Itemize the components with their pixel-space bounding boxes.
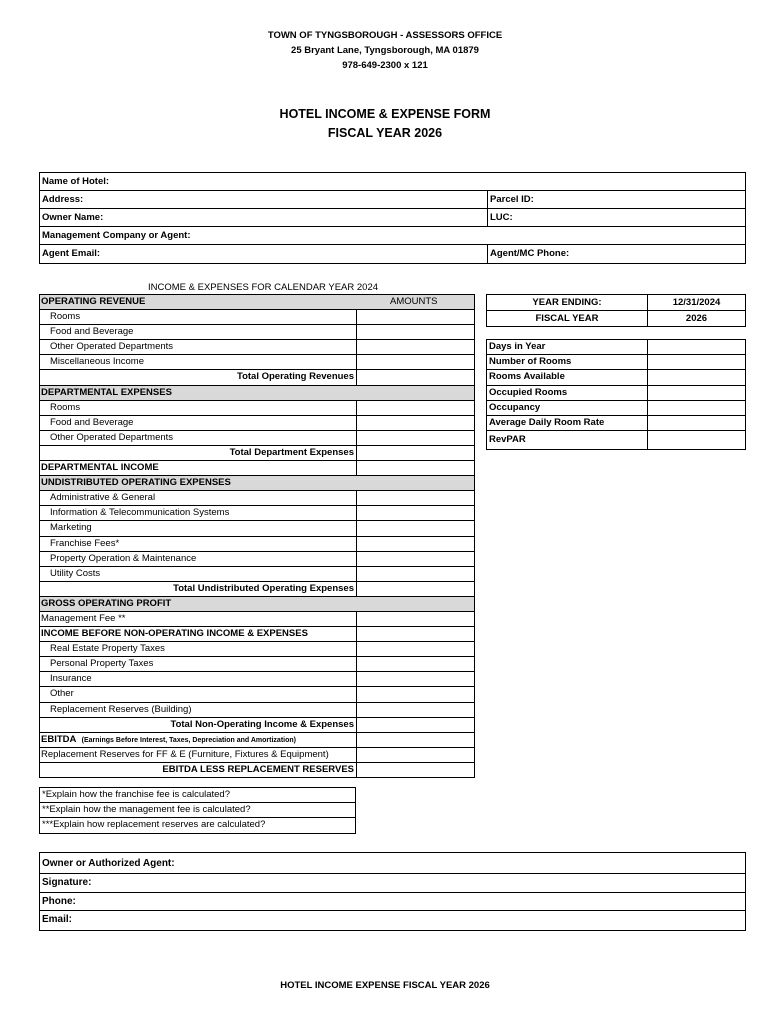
email-field[interactable]: Email: <box>42 914 73 925</box>
row-label <box>40 461 356 475</box>
stats-value-input[interactable] <box>647 401 745 415</box>
stats-label: Occupancy <box>489 401 541 413</box>
amount-input[interactable] <box>356 703 474 717</box>
table-row <box>40 657 474 672</box>
row-label-text: INCOME BEFORE NON-OPERATING INCOME & EXPENSES <box>41 628 308 640</box>
row-label <box>40 416 356 430</box>
row-label <box>40 627 356 641</box>
stats-label: Average Daily Room Rate <box>489 416 605 428</box>
table-row <box>40 461 474 476</box>
table-row <box>40 567 474 582</box>
row-label <box>40 552 356 566</box>
fiscal-year-value: 2026 <box>647 311 745 327</box>
fiscal-year-label: FISCAL YEAR <box>535 312 599 324</box>
row-label-text: Other Operated Departments <box>50 431 174 443</box>
row-label-text: Food and Beverage <box>50 416 134 428</box>
table-row <box>40 506 474 521</box>
hotel-name-label: Name of Hotel: <box>42 176 110 187</box>
year-box <box>486 294 746 327</box>
table-row <box>40 537 474 552</box>
amount-input[interactable] <box>356 612 474 626</box>
stats-row <box>487 431 745 450</box>
row-label-text: Total Department Expenses <box>229 446 354 458</box>
parcel-id-field[interactable]: Parcel ID: <box>487 191 745 208</box>
amount-input[interactable] <box>356 416 474 430</box>
office-address: 25 Bryant Lane, Tyngsborough, MA 01879 <box>291 45 479 56</box>
stats-value-input[interactable] <box>647 431 745 449</box>
table-row <box>40 552 474 567</box>
row-label <box>40 295 356 309</box>
amount-input[interactable] <box>356 355 474 369</box>
stats-value-input[interactable] <box>647 370 745 384</box>
row-label <box>40 718 356 732</box>
table-row <box>40 597 474 612</box>
row-label-text: Administrative & General <box>50 492 156 504</box>
row-label-text: EBITDA LESS REPLACEMENT RESERVES <box>162 763 354 775</box>
form-title <box>0 105 770 143</box>
management-row[interactable] <box>40 227 745 245</box>
stats-row <box>487 355 745 370</box>
table-row <box>40 672 474 687</box>
row-label-text: Franchise Fees* <box>50 537 120 549</box>
row-label <box>40 340 356 354</box>
table-row <box>40 763 474 778</box>
management-label: Management Company or Agent: <box>42 230 191 241</box>
row-label <box>40 733 356 747</box>
note-management-fee[interactable]: **Explain how the management fee is calculated? <box>40 803 355 818</box>
form-title-line1: HOTEL INCOME & EXPENSE FORM <box>279 107 491 121</box>
year-ending-row <box>487 295 745 311</box>
section-amount-spacer <box>356 476 474 490</box>
table-row <box>40 718 474 733</box>
section-amount-spacer <box>356 597 474 611</box>
amount-input[interactable] <box>356 567 474 581</box>
office-header <box>0 28 770 73</box>
row-label <box>40 537 356 551</box>
fiscal-year-row <box>487 311 745 327</box>
amount-input[interactable] <box>356 401 474 415</box>
section-amount-spacer <box>356 386 474 400</box>
stats-label: RevPAR <box>489 434 526 446</box>
signature-field[interactable]: Signature: <box>40 874 745 893</box>
row-label-text: UNDISTRIBUTED OPERATING EXPENSES <box>41 477 231 489</box>
agent-row <box>40 245 745 263</box>
row-label-text: Information & Telecommunication Systems <box>50 507 230 519</box>
table-row <box>40 703 474 718</box>
stats-label: Number of Rooms <box>489 356 572 368</box>
hotel-name-row[interactable] <box>40 173 745 191</box>
amount-input[interactable] <box>356 642 474 656</box>
row-label <box>40 672 356 686</box>
amount-input[interactable] <box>356 325 474 339</box>
amount-input[interactable] <box>356 763 474 777</box>
stats-row <box>487 370 745 385</box>
amount-input[interactable] <box>356 672 474 686</box>
notes-box <box>39 787 356 834</box>
row-label-text: Replacement Reserves (Building) <box>50 703 192 715</box>
row-label-text: Miscellaneous Income <box>50 356 144 368</box>
row-label <box>40 491 356 505</box>
amounts-header: AMOUNTS <box>390 296 438 307</box>
row-label <box>40 763 356 777</box>
table-row <box>40 521 474 536</box>
row-label-text: Total Undistributed Operating Expenses <box>173 582 354 594</box>
table-row <box>40 340 474 355</box>
row-label <box>40 506 356 520</box>
table-row <box>40 687 474 702</box>
row-label <box>40 657 356 671</box>
row-label <box>40 401 356 415</box>
row-label-text: Utility Costs <box>50 567 101 579</box>
stats-value-input[interactable] <box>647 386 745 400</box>
row-label <box>40 597 356 611</box>
amount-input[interactable] <box>356 748 474 762</box>
stats-label: Rooms Available <box>489 371 565 383</box>
note-franchise-fee[interactable]: *Explain how the franchise fee is calculated? <box>40 788 355 803</box>
table-row <box>40 491 474 506</box>
table-row <box>40 627 474 642</box>
row-label-note: (Earnings Before Interest, Taxes, Depreciation and Amortization) <box>81 736 296 744</box>
row-label-text: EBITDA <box>41 733 77 745</box>
agent-email-field[interactable]: Agent Email: <box>42 248 101 259</box>
table-row <box>40 401 474 416</box>
row-label <box>40 687 356 701</box>
table-row <box>40 476 474 491</box>
row-label <box>40 431 356 445</box>
amount-input[interactable] <box>356 718 474 732</box>
agent-phone-field[interactable]: Agent/MC Phone: <box>487 245 745 263</box>
row-label <box>40 386 356 400</box>
row-label-text: Management Fee ** <box>41 612 126 624</box>
amount-input[interactable] <box>356 733 474 747</box>
table-row <box>40 431 474 446</box>
amount-input[interactable] <box>356 506 474 520</box>
row-label-text: OPERATING REVENUE <box>41 296 146 307</box>
table-row <box>40 642 474 657</box>
stats-label: Days in Year <box>489 341 546 352</box>
owner-row <box>40 209 745 227</box>
hotel-info-box <box>39 172 746 264</box>
table-row <box>40 370 474 385</box>
stats-row <box>487 386 745 401</box>
row-label-text: Other <box>50 688 74 700</box>
amount-input[interactable] <box>356 370 474 384</box>
amount-input[interactable] <box>356 552 474 566</box>
year-ending-value: 12/31/2024 <box>647 295 745 310</box>
table-row <box>40 612 474 627</box>
note-replacement-reserves[interactable]: ***Explain how replacement reserves are calculated? <box>42 819 266 830</box>
phone-field[interactable]: Phone: <box>40 893 745 912</box>
row-label <box>40 370 356 384</box>
row-label-text: Food and Beverage <box>50 326 134 338</box>
owner-agent-field[interactable]: Owner or Authorized Agent: <box>40 853 745 874</box>
row-label-text: DEPARTMENTAL EXPENSES <box>41 386 172 398</box>
row-label <box>40 310 356 324</box>
amount-input[interactable] <box>356 687 474 701</box>
amount-input[interactable] <box>356 310 474 324</box>
row-label-text: Rooms <box>50 311 81 323</box>
table-caption: INCOME & EXPENSES FOR CALENDAR YEAR 2024 <box>148 282 379 293</box>
row-label <box>40 582 356 596</box>
stats-row <box>487 401 745 416</box>
amount-input[interactable] <box>356 537 474 551</box>
row-label-text: Real Estate Property Taxes <box>50 643 165 655</box>
income-expense-table <box>39 294 475 778</box>
table-row <box>40 325 474 340</box>
row-label-text: Replacement Reserves for FF & E (Furniture, Fixtures & Equipment) <box>41 748 329 760</box>
row-label-text: Total Non-Operating Income & Expenses <box>170 718 354 730</box>
luc-field[interactable]: LUC: <box>487 209 745 226</box>
amount-input[interactable] <box>356 446 474 460</box>
row-label <box>40 446 356 460</box>
amount-input[interactable] <box>356 657 474 671</box>
stats-label: Occupied Rooms <box>489 386 568 398</box>
row-label-text: GROSS OPERATING PROFIT <box>41 597 172 609</box>
amount-input[interactable] <box>356 340 474 354</box>
table-row <box>40 748 474 763</box>
table-row <box>40 310 474 325</box>
row-label-text: Rooms <box>50 401 81 413</box>
table-row <box>40 416 474 431</box>
row-label <box>40 642 356 656</box>
row-label <box>40 567 356 581</box>
table-row <box>40 295 474 310</box>
table-row <box>40 386 474 401</box>
signature-box <box>39 852 746 931</box>
row-label-text: DEPARTMENTAL INCOME <box>41 462 159 474</box>
year-ending-label: YEAR ENDING: <box>532 297 602 308</box>
amount-input[interactable] <box>356 582 474 596</box>
table-row <box>40 355 474 370</box>
stats-value-input[interactable] <box>647 416 745 430</box>
form-title-line2: FISCAL YEAR 2026 <box>327 126 443 140</box>
owner-name-field[interactable]: Owner Name: <box>42 212 104 223</box>
table-row <box>40 733 474 748</box>
row-label-text: Other Operated Departments <box>50 341 174 353</box>
row-label-text: Total Operating Revenues <box>236 371 354 383</box>
amount-input[interactable] <box>356 431 474 445</box>
stats-value-input[interactable] <box>647 355 745 369</box>
row-label <box>40 521 356 535</box>
stats-row <box>487 340 745 355</box>
row-label <box>40 612 356 626</box>
stats-value-input[interactable] <box>647 340 745 354</box>
office-name: TOWN OF TYNGSBOROUGH - ASSESSORS OFFICE <box>267 30 503 41</box>
address-field[interactable]: Address: <box>42 194 84 205</box>
amount-input[interactable] <box>356 627 474 641</box>
page-footer: HOTEL INCOME EXPENSE FISCAL YEAR 2026 <box>280 980 490 991</box>
row-label-text: Marketing <box>50 522 92 534</box>
amount-input[interactable] <box>356 521 474 535</box>
statistics-table <box>486 339 746 450</box>
row-label-text: Property Operation & Maintenance <box>50 552 197 564</box>
row-label-text: Personal Property Taxes <box>50 658 154 670</box>
stats-row <box>487 416 745 431</box>
amount-input[interactable] <box>356 491 474 505</box>
row-label <box>40 703 356 717</box>
table-row <box>40 582 474 597</box>
table-row <box>40 446 474 461</box>
address-row <box>40 191 745 209</box>
row-label <box>40 355 356 369</box>
row-label <box>40 748 356 762</box>
row-label <box>40 325 356 339</box>
row-label-text: Insurance <box>50 673 92 685</box>
row-label <box>40 476 356 490</box>
amount-input[interactable] <box>356 461 474 475</box>
office-phone: 978-649-2300 x 121 <box>342 60 428 71</box>
